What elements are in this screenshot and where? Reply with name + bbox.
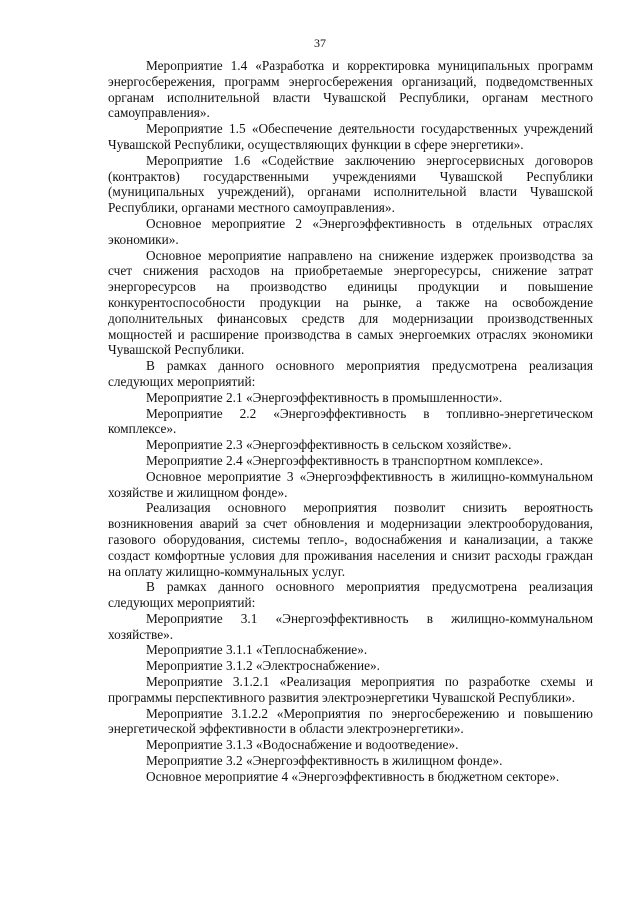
paragraph-measure-2-2: Мероприятие 2.2 «Энергоэффективность в топливно-энергетическом комплексе». bbox=[108, 405, 593, 437]
paragraph-main-measure-3: Основное мероприятие 3 «Энергоэффективность в жилищно-коммунальном хозяйстве и жилищном фонде». bbox=[108, 468, 593, 500]
paragraph-measure-1-4: Мероприятие 1.4 «Разработка и корректировка муниципальных программ энергосбережения, программ энергосбережения организаций, подведомственных органам исполнительной власти Чувашской Республики, органам местного самоуправления». bbox=[108, 58, 593, 121]
paragraph-measure-2-1: Мероприятие 2.1 «Энергоэффективность в промышленности». bbox=[146, 389, 503, 405]
paragraph-measure-3-1: Мероприятие 3.1 «Энергоэффективность в жилищно-коммунальном хозяйстве». bbox=[108, 610, 593, 642]
page-number: 37 bbox=[314, 36, 326, 50]
paragraph-measure-3-1-2-2: Мероприятие 3.1.2.2 «Мероприятия по энергосбережению и повышению энергетической эффективности в области электроэнергетики». bbox=[108, 705, 593, 737]
paragraph-measure-3-1-2: Мероприятие 3.1.2 «Электроснабжение». bbox=[146, 658, 380, 674]
paragraph-measure-3-1-2-1: Мероприятие 3.1.2.1 «Реализация мероприятия по разработке схемы и программы перспективного развития электроэнергетики Чувашской Республики». bbox=[108, 674, 593, 705]
paragraph-measure-3-2: Мероприятие 3.2 «Энергоэффективность в жилищном фонде». bbox=[146, 753, 503, 769]
paragraph-measure-1-5: Мероприятие 1.5 «Обеспечение деятельности государственных учреждений Чувашской Республики, осуществляющих функции в сфере энергетики». bbox=[108, 121, 593, 152]
paragraph-main-measure-3-list-intro: В рамках данного основного мероприятия предусмотрена реализация следующих мероприятий: bbox=[108, 579, 593, 611]
document-body bbox=[108, 58, 593, 785]
paragraph-main-measure-3-description: Реализация основного мероприятия позволит снизить вероятность возникновения аварий за счет обновления и модернизации электрооборудования, газового оборудования, системы тепло-, водоснабжения и канализации, а также создаст комфортные условия для проживания населения и снизит расходы граждан на оплату жилищно-коммунальных услуг. bbox=[108, 500, 593, 579]
paragraph-measure-3-1-1: Мероприятие 3.1.1 «Теплоснабжение». bbox=[146, 642, 368, 658]
paragraph-main-measure-2-description: Основное мероприятие направлено на снижение издержек производства за счет снижения расходов на приобретаемые энергоресурсы, снижение затрат энергоресурсов на производство единицы продукции и повышение конкурентоспособности продукции на рынке, а также на освобождение дополнительных финансовых средств для модернизации производственных мощностей и расширение производства в самых энергоемких отраслях экономики Чувашской Республики. bbox=[108, 247, 593, 358]
paragraph-measure-3-1-3: Мероприятие 3.1.3 «Водоснабжение и водоотведение». bbox=[146, 737, 459, 753]
paragraph-measure-2-4: Мероприятие 2.4 «Энергоэффективность в транспортном комплексе». bbox=[146, 452, 544, 468]
paragraph-measure-2-3: Мероприятие 2.3 «Энергоэффективность в сельском хозяйстве». bbox=[146, 437, 512, 453]
paragraph-measure-1-6: Мероприятие 1.6 «Содействие заключению энергосервисных договоров (контрактов) государственными учреждениями Чувашской Республики (муниципальных учреждений), органами исполнительной власти Чувашской Республики, органами местного самоуправления». bbox=[108, 152, 593, 216]
paragraph-main-measure-2: Основное мероприятие 2 «Энергоэффективность в отдельных отраслях экономики». bbox=[108, 215, 593, 247]
paragraph-main-measure-2-list-intro: В рамках данного основного мероприятия предусмотрена реализация следующих мероприятий: bbox=[108, 358, 593, 389]
paragraph-main-measure-4: Основное мероприятие 4 «Энергоэффективность в бюджетном секторе». bbox=[146, 768, 560, 784]
